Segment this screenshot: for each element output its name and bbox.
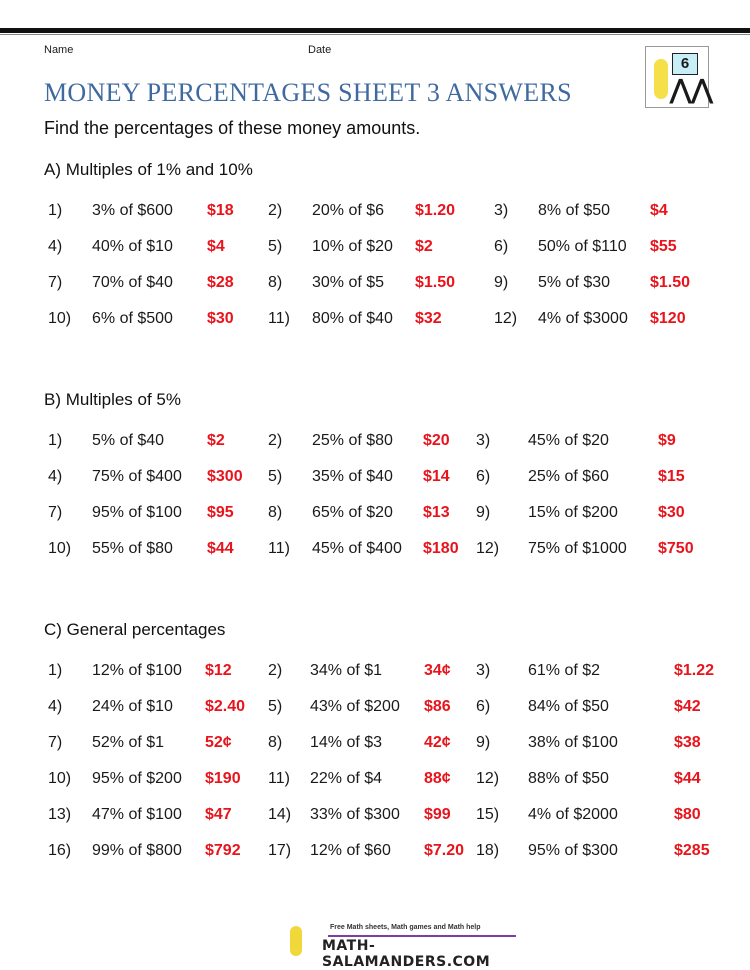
problem-answer: $99 (424, 806, 451, 823)
problem-number: 1) (48, 662, 63, 679)
problem-number: 18) (476, 842, 500, 859)
problem-number: 7) (48, 504, 63, 521)
problem-number: 6) (494, 238, 509, 255)
top-rule (0, 28, 750, 33)
problem-answer: $1.20 (415, 202, 456, 219)
problem-answer: $4 (207, 238, 225, 255)
problem-number: 3) (476, 432, 491, 449)
date-label: Date (308, 44, 332, 56)
problem-question: 15% of $200 (528, 504, 618, 521)
footer-site-name: MATH-SALAMANDERS.COM (322, 938, 491, 970)
problem-answer: $44 (674, 770, 701, 787)
problem-number: 12) (494, 310, 518, 327)
problem-number: 13) (48, 806, 72, 823)
problem-number: 4) (48, 468, 63, 485)
problem-number: 8) (268, 504, 283, 521)
problem-question: 75% of $400 (92, 468, 182, 485)
problem-answer: $30 (207, 310, 234, 327)
problem-answer: $28 (207, 274, 234, 291)
problem-number: 9) (476, 734, 491, 751)
problem-answer: $32 (415, 310, 442, 327)
problem-answer: 42¢ (424, 734, 451, 751)
page-title: MONEY PERCENTAGES SHEET 3 ANSWERS (44, 78, 572, 107)
problem-answer: $42 (674, 698, 701, 715)
problem-answer: $792 (205, 842, 241, 859)
problem-number: 6) (476, 468, 491, 485)
problem-answer: $18 (207, 202, 234, 219)
problem-question: 95% of $200 (92, 770, 182, 787)
problem-question: 5% of $40 (92, 432, 165, 449)
problem-answer: $47 (205, 806, 232, 823)
problem-answer: $55 (650, 238, 677, 255)
footer-logo[interactable] (288, 922, 518, 970)
salamander-icon (290, 926, 302, 956)
problem-row (48, 806, 728, 828)
problem-answer: $95 (207, 504, 234, 521)
problem-number: 11) (268, 540, 290, 557)
footer-tagline: Free Math sheets, Math games and Math help (330, 924, 481, 931)
problem-row (48, 238, 728, 260)
problem-number: 1) (48, 202, 63, 219)
problem-question: 47% of $100 (92, 806, 182, 823)
problem-question: 55% of $80 (92, 540, 173, 557)
problem-question: 12% of $100 (92, 662, 182, 679)
problem-row (48, 468, 728, 490)
problem-question: 38% of $100 (528, 734, 618, 751)
problem-number: 9) (476, 504, 491, 521)
problem-number: 12) (476, 770, 500, 787)
problem-question: 43% of $200 (310, 698, 400, 715)
problem-row (48, 770, 728, 792)
problem-number: 2) (268, 662, 283, 679)
problem-answer: $30 (658, 504, 685, 521)
problem-answer: $285 (674, 842, 710, 859)
problem-number: 17) (268, 842, 292, 859)
problem-question: 4% of $2000 (528, 806, 618, 823)
problem-answer: $180 (423, 540, 459, 557)
problem-number: 2) (268, 432, 283, 449)
problem-number: 4) (48, 238, 63, 255)
problem-number: 4) (48, 698, 63, 715)
problem-answer: $2 (415, 238, 433, 255)
problem-answer: $13 (423, 504, 450, 521)
problem-question: 50% of $110 (538, 238, 627, 255)
problem-question: 80% of $40 (312, 310, 393, 327)
problem-number: 5) (268, 468, 283, 485)
problem-answer: $120 (650, 310, 686, 327)
problem-question: 4% of $3000 (538, 310, 628, 327)
problem-number: 12) (476, 540, 500, 557)
problem-number: 11) (268, 770, 290, 787)
problem-answer: $44 (207, 540, 234, 557)
salamander-logo-icon (645, 46, 713, 108)
problem-row (48, 540, 728, 562)
problem-question: 20% of $6 (312, 202, 385, 219)
problem-answer: $2.40 (205, 698, 246, 715)
problem-number: 8) (268, 734, 283, 751)
name-label: Name (44, 44, 74, 56)
problem-answer: $750 (658, 540, 694, 557)
problem-answer: $12 (205, 662, 232, 679)
problem-question: 95% of $300 (528, 842, 618, 859)
problem-answer: $86 (424, 698, 451, 715)
problem-answer: $80 (674, 806, 701, 823)
instructions: Find the percentages of these money amounts. (44, 118, 421, 138)
section-heading: C) General percentages (44, 620, 226, 639)
problem-answer: $300 (207, 468, 243, 485)
problem-number: 11) (268, 310, 290, 327)
problem-question: 52% of $1 (92, 734, 165, 751)
problem-answer: $190 (205, 770, 241, 787)
problem-answer: $4 (650, 202, 668, 219)
problem-number: 14) (268, 806, 292, 823)
problem-row (48, 432, 728, 454)
top-rule-thin (0, 34, 750, 35)
problem-number: 1) (48, 432, 63, 449)
problem-question: 99% of $800 (92, 842, 182, 859)
problem-row (48, 202, 728, 224)
problem-number: 16) (48, 842, 72, 859)
problem-answer: $38 (674, 734, 701, 751)
problem-number: 6) (476, 698, 491, 715)
problem-question: 5% of $30 (538, 274, 611, 291)
problem-number: 3) (476, 662, 491, 679)
problem-question: 30% of $5 (312, 274, 385, 291)
problem-number: 10) (48, 770, 72, 787)
problem-row (48, 662, 728, 684)
problem-question: 34% of $1 (310, 662, 383, 679)
problem-answer: $20 (423, 432, 450, 449)
problem-question: 70% of $40 (92, 274, 173, 291)
problem-number: 2) (268, 202, 283, 219)
problem-question: 25% of $60 (528, 468, 609, 485)
problem-answer: 34¢ (424, 662, 451, 679)
problem-question: 84% of $50 (528, 698, 609, 715)
problem-answer: 88¢ (424, 770, 451, 787)
problem-number: 8) (268, 274, 283, 291)
problem-question: 8% of $50 (538, 202, 611, 219)
problem-number: 5) (268, 238, 283, 255)
problem-number: 5) (268, 698, 283, 715)
problem-answer: $9 (658, 432, 676, 449)
problem-question: 45% of $400 (312, 540, 402, 557)
problem-number: 10) (48, 310, 72, 327)
problem-number: 9) (494, 274, 509, 291)
problem-question: 14% of $3 (310, 734, 383, 751)
problem-question: 33% of $300 (310, 806, 400, 823)
grade-board: 6 (672, 53, 698, 75)
problem-question: 65% of $20 (312, 504, 393, 521)
problem-question: 40% of $10 (92, 238, 173, 255)
problem-question: 75% of $1000 (528, 540, 627, 557)
problem-question: 3% of $600 (92, 202, 173, 219)
problem-answer: $1.50 (415, 274, 456, 291)
problem-answer: $1.50 (650, 274, 691, 291)
problem-question: 95% of $100 (92, 504, 182, 521)
problem-row (48, 310, 728, 332)
problem-row (48, 698, 728, 720)
footer-divider (328, 935, 516, 937)
problem-number: 10) (48, 540, 72, 557)
problem-row (48, 504, 728, 526)
problem-number: 3) (494, 202, 509, 219)
problem-number: 7) (48, 274, 63, 291)
problem-row (48, 274, 728, 296)
problem-question: 88% of $50 (528, 770, 609, 787)
section-heading: B) Multiples of 5% (44, 390, 181, 409)
problem-answer: $15 (658, 468, 685, 485)
easel-icon: ⋀⋀ (670, 74, 713, 104)
problem-answer: $7.20 (424, 842, 465, 859)
problem-row (48, 842, 728, 864)
problem-row (48, 734, 728, 756)
problem-answer: 52¢ (205, 734, 232, 751)
problem-question: 61% of $2 (528, 662, 601, 679)
problem-answer: $14 (423, 468, 450, 485)
problem-question: 10% of $20 (312, 238, 393, 255)
section-heading: A) Multiples of 1% and 10% (44, 160, 253, 179)
problem-number: 15) (476, 806, 500, 823)
problem-question: 12% of $60 (310, 842, 391, 859)
problem-question: 35% of $40 (312, 468, 393, 485)
problem-question: 25% of $80 (312, 432, 393, 449)
problem-answer: $2 (207, 432, 225, 449)
problem-question: 6% of $500 (92, 310, 173, 327)
problem-answer: $1.22 (674, 662, 715, 679)
salamander-icon (654, 59, 668, 99)
problem-question: 22% of $4 (310, 770, 383, 787)
problem-number: 7) (48, 734, 63, 751)
problem-question: 24% of $10 (92, 698, 173, 715)
problem-question: 45% of $20 (528, 432, 609, 449)
